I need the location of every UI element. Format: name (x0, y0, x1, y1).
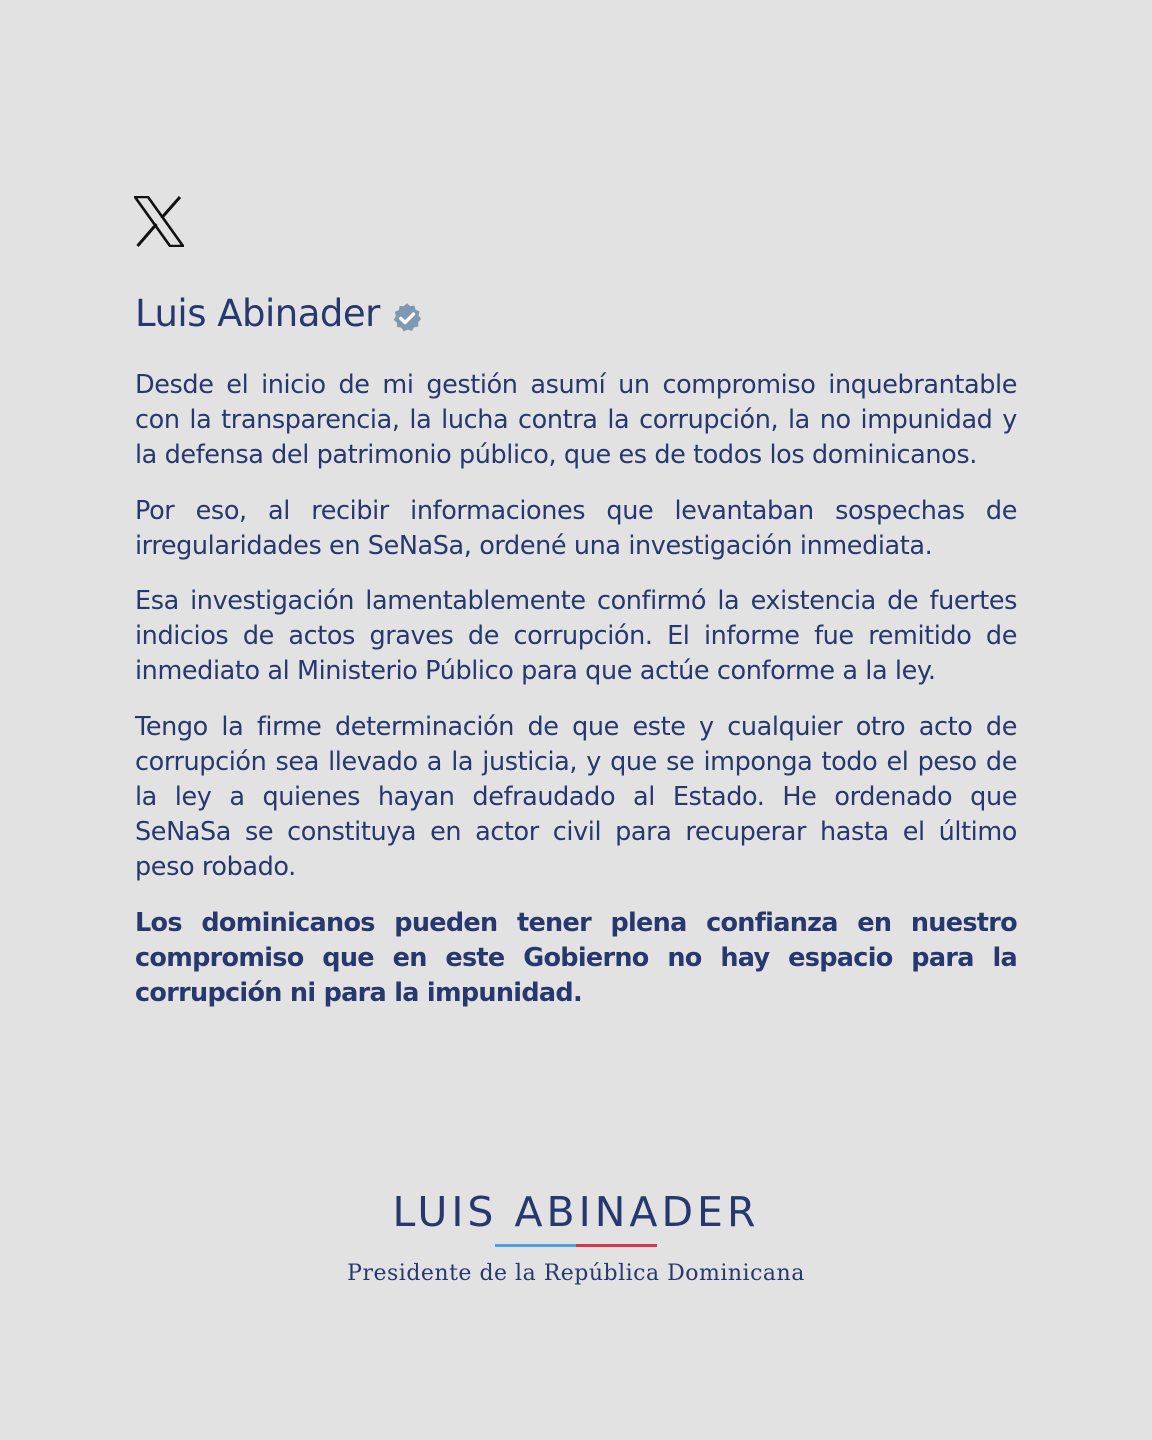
signature-block (0, 1188, 1152, 1286)
x-logo-icon (134, 196, 184, 247)
post-paragraph-closing: Los dominicanos pueden tener plena confianza en nuestro compromiso que en este Gobierno no hay espacio para la corrupción ni para la impunidad. (135, 907, 1017, 1009)
post-author (135, 290, 424, 338)
post-body (135, 368, 1017, 1031)
signature-name: LUIS ABINADER (392, 1188, 760, 1236)
author-name: Luis Abinader (135, 292, 380, 335)
divider-blue-segment (495, 1244, 576, 1247)
post-paragraph: Por eso, al recibir informaciones que levantaban sospechas de irregularidades en SeNaSa, ordené una investigación inmediata. (135, 495, 1017, 561)
divider-red-segment (576, 1244, 657, 1247)
post-paragraph: Esa investigación lamentablemente confirmó la existencia de fuertes indicios de actos graves de corrupción. El informe fue remitido de inmediato al Ministerio Público para que actúe conforme a la ley. (135, 586, 1017, 687)
post-paragraph: Tengo la firme determinación de que este y cualquier otro acto de corrupción sea llevado a la justicia, y que se imponga todo el peso de la ley a quienes hayan defraudado al Estado. He ordenado que SeNaSa se constituya en actor civil para recuperar hasta el último peso robado. (135, 711, 1017, 883)
signature-divider (495, 1244, 657, 1247)
post-paragraph: Desde el inicio de mi gestión asumí un compromiso inquebrantable con la transparencia, la lucha contra la corrupción, la no impunidad y la defensa del patrimonio público, que es de todos los dominicanos. (135, 370, 1017, 471)
signature-title: Presidente de la República Dominicana (347, 1261, 805, 1286)
verified-badge-icon (390, 301, 424, 335)
